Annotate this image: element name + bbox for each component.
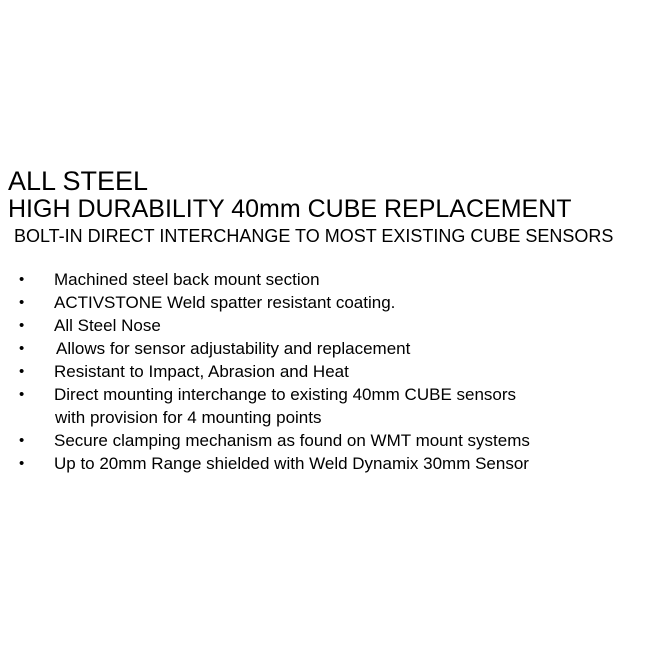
list-item — [0, 452, 645, 475]
bullet-icon: • — [19, 386, 25, 403]
list-item-text: Machined steel back mount section — [54, 270, 320, 289]
list-item-text: Allows for sensor adjustability and replacement — [56, 339, 411, 358]
subtitle: BOLT-IN DIRECT INTERCHANGE TO MOST EXISTING CUBE SENSORS — [14, 226, 614, 246]
list-item-text: Up to 20mm Range shielded with Weld Dynamix 30mm Sensor — [54, 454, 529, 473]
feature-list — [0, 268, 645, 475]
list-item — [0, 383, 645, 429]
list-item-text: ACTIVSTONE Weld spatter resistant coating. — [54, 293, 396, 312]
bullet-icon: • — [19, 455, 25, 472]
list-item — [0, 314, 645, 337]
bullet-icon: • — [19, 432, 25, 449]
title-line-1: ALL STEEL — [8, 166, 149, 196]
list-item — [0, 268, 645, 291]
list-item-text: Secure clamping mechanism as found on WMT mount systems — [54, 431, 530, 450]
list-item — [0, 337, 645, 360]
bullet-icon: • — [19, 271, 25, 288]
list-item — [0, 291, 645, 314]
bullet-icon: • — [19, 363, 25, 380]
list-item — [0, 429, 645, 452]
list-item-text: Direct mounting interchange to existing 40mm CUBE sensors — [54, 385, 517, 404]
bullet-icon: • — [19, 317, 25, 334]
bullet-icon: • — [19, 294, 25, 311]
list-item-text: All Steel Nose — [54, 316, 161, 335]
list-item-continuation: with provision for 4 mounting points — [55, 408, 322, 427]
list-item-text: Resistant to Impact, Abrasion and Heat — [54, 362, 349, 381]
bullet-icon: • — [19, 340, 25, 357]
list-item — [0, 360, 645, 383]
title-line-2: HIGH DURABILITY 40mm CUBE REPLACEMENT — [8, 195, 572, 223]
